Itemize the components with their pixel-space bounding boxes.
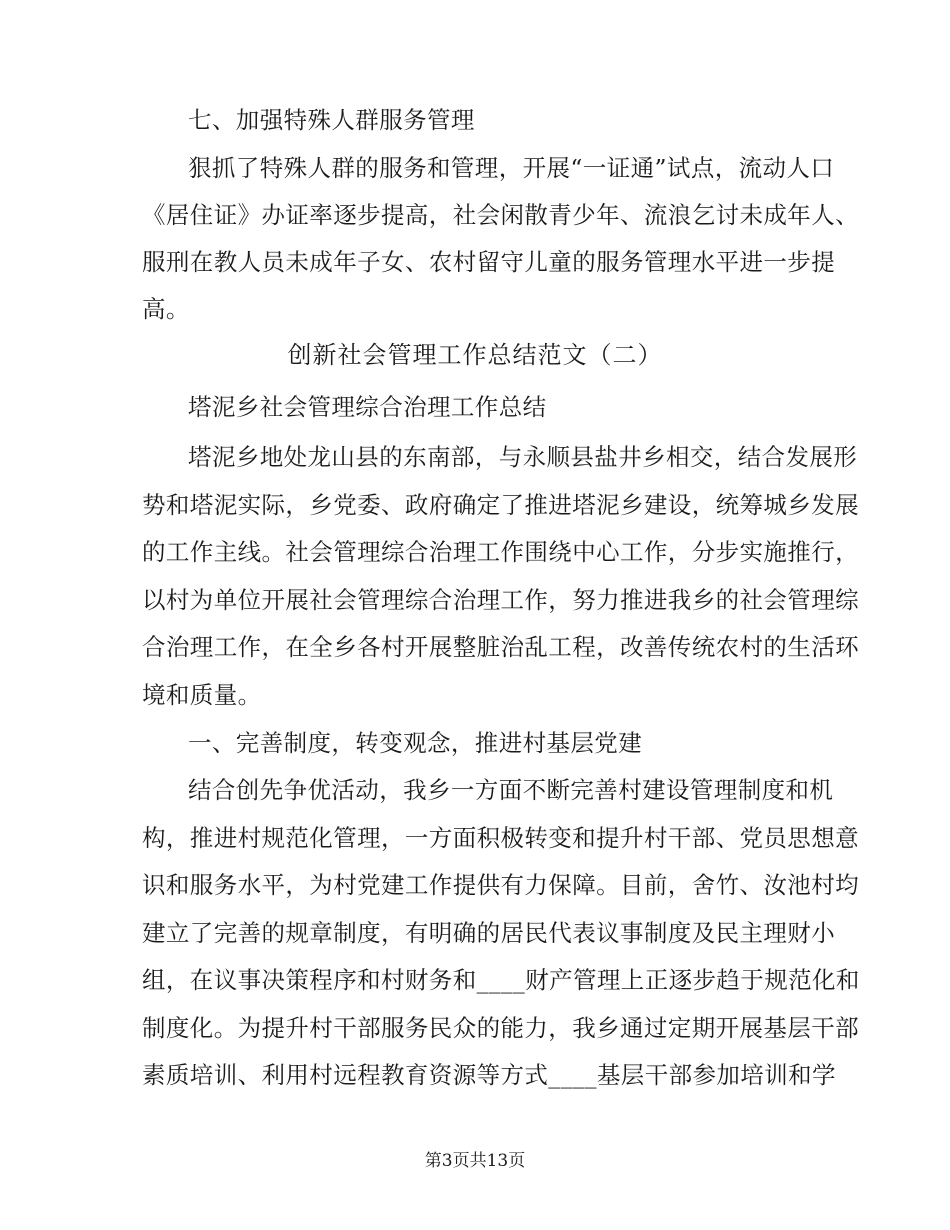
paragraph-line: 结合创先争优活动，我乡一方面不断完善村建设管理制度和机 bbox=[188, 776, 834, 804]
paragraph-line: 以村为单位开展社会管理综合治理工作，努力推进我乡的社会管理综 bbox=[142, 586, 859, 614]
paragraph-line: 的工作主线。社会管理综合治理工作围绕中心工作，分步实施推行， bbox=[142, 538, 859, 566]
section-7-heading: 七、加强特殊人群服务管理 bbox=[188, 106, 475, 134]
paragraph-line: 组，在议事决策程序和村财务和____财产管理上正逐步趋于规范化和 bbox=[142, 966, 860, 994]
section-1-heading: 一、完善制度，转变观念，推进村基层党建 bbox=[188, 729, 643, 757]
paragraph-line: 势和塔泥实际，乡党委、政府确定了推进塔泥乡建设，统筹城乡发展 bbox=[142, 491, 859, 519]
page-number: 第3页共13页 bbox=[424, 1151, 526, 1171]
paragraph-line: 建立了完善的规章制度，有明确的居民代表议事制度及民主理财小 bbox=[142, 919, 836, 947]
document-title: 创新社会管理工作总结范文（二） bbox=[287, 341, 663, 369]
paragraph-line: 境和质量。 bbox=[142, 681, 262, 709]
paragraph-line: 制度化。为提升村干部服务民众的能力，我乡通过定期开展基层干部 bbox=[142, 1014, 859, 1042]
paragraph-line: 识和服务水平，为村党建工作提供有力保障。目前，舍竹、汝池村均 bbox=[142, 871, 859, 899]
paragraph-line: 狠抓了特殊人群的服务和管理，开展“一证通”试点，流动人口 bbox=[188, 154, 835, 182]
paragraph-line: 合治理工作，在全乡各村开展整脏治乱工程，改善传统农村的生活环 bbox=[142, 633, 859, 661]
paragraph-line: 塔泥乡地处龙山县的东南部，与永顺县盐井乡相交，结合发展形 bbox=[188, 443, 858, 471]
paragraph-line: 《居住证》办证率逐步提高，社会闲散青少年、流浪乞讨未成年人、 bbox=[142, 201, 859, 229]
paragraph-line: 高。 bbox=[142, 295, 190, 323]
paragraph-line: 素质培训、利用村远程教育资源等方式____基层干部参加培训和学 bbox=[142, 1061, 836, 1089]
paragraph-line: 服刑在教人员未成年子女、农村留守儿童的服务管理水平进一步提 bbox=[142, 248, 836, 276]
paragraph-line: 构，推进村规范化管理，一方面积极转变和提升村干部、党员思想意 bbox=[142, 824, 859, 852]
document-subtitle: 塔泥乡社会管理综合治理工作总结 bbox=[188, 393, 547, 421]
